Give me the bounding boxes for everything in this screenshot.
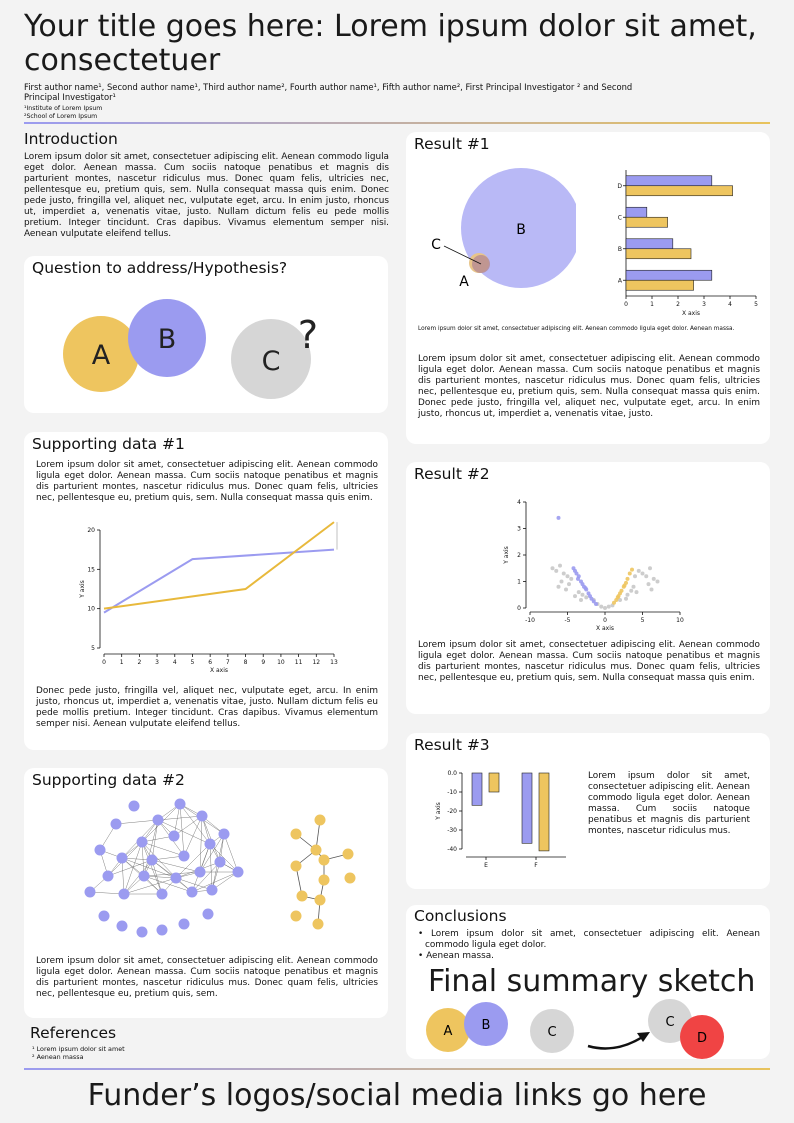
y-tick-label: -10	[447, 789, 457, 796]
point-grey	[635, 590, 639, 594]
point-purple	[557, 516, 561, 520]
result1-heading: Result #1	[414, 135, 490, 153]
x-tick-label: 9	[261, 659, 266, 666]
venn-label-a: A	[459, 274, 469, 290]
label-b: B	[157, 324, 177, 355]
summary-label-d: D	[696, 1031, 708, 1046]
volcano-chart	[496, 496, 696, 642]
network-edge	[200, 816, 202, 872]
network-node	[157, 925, 168, 936]
point-yellow	[620, 589, 624, 593]
network-node	[315, 895, 326, 906]
bar-yellow-F	[539, 773, 549, 851]
network-node	[195, 867, 206, 878]
bar-yellow-C	[626, 217, 668, 227]
result1-text: Lorem ipsum dolor sit amet, consectetuer adipiscing elit. Aenean commodo ligula eget dolor. Aenean massa. Cum sociis natoque penatibus et magnis dis parturient montes, nascetur ridiculus mus. Donec quam felis, ultricies nec, pellentesque eu, pretium quis, sem. Nulla consequat massa quis enim. Donec pede justo, fringilla vel, aliquet nec, vulputate eget, arcu. In enim justo, rhoncus ut, imperdiet a, venenatis vitae, justo.	[418, 354, 760, 419]
point-grey	[579, 598, 583, 602]
network-edge	[158, 816, 202, 820]
result2-text: Lorem ipsum dolor sit amet, consectetuer adipiscing elit. Aenean commodo ligula eget dolor. Aenean massa. Cum sociis natoque penatibus et magnis dis parturient montes, nascetur ridiculus mus. Donec quam felis, ultricies nec, pellentesque eu, pretium quis, sem. Nulla consequat massa quis enim.	[418, 640, 760, 683]
line-chart	[74, 520, 344, 676]
network-edge	[184, 816, 202, 856]
x-tick-label: 3	[155, 659, 159, 666]
network-node	[99, 911, 110, 922]
network-node	[119, 889, 130, 900]
network-node	[139, 871, 150, 882]
result3-heading: Result #3	[414, 736, 490, 754]
network-edge	[142, 842, 162, 894]
point-grey	[577, 590, 581, 594]
network-edge	[180, 804, 210, 844]
network-node	[147, 855, 158, 866]
supporting2-heading: Supporting data #2	[32, 771, 185, 789]
network-node	[219, 829, 230, 840]
reference-item: ¹ Lorem ipsum dolor sit amet	[32, 1045, 125, 1053]
bar-yellow-D	[626, 186, 733, 196]
point-grey	[584, 595, 588, 599]
x-tick-label: 0	[624, 301, 628, 308]
x-tick-label: 6	[208, 659, 213, 666]
point-purple	[576, 577, 580, 581]
hypothesis-sketch	[24, 286, 388, 411]
y-tick-label: 0.0	[447, 770, 457, 777]
x-axis-label: X axis	[595, 625, 615, 632]
x-tick-label: 2	[676, 301, 680, 308]
point-grey	[551, 566, 555, 570]
network-edge	[158, 820, 210, 844]
supporting1-text1: Lorem ipsum dolor sit amet, consectetuer adipiscing elit. Aenean commodo ligula eget dolor. Aenean massa. Cum sociis natoque penatibus et magnis dis parturient montes, nascetur ridiculus mus. Donec quam felis, ultricies nec, pellentesque eu, pretium quis, sem. Nulla consequat massa quis enim.	[36, 460, 378, 503]
network-node	[291, 861, 302, 872]
network-edge	[210, 844, 238, 872]
x-tick-label: 3	[702, 301, 706, 308]
bar-purple-B	[626, 239, 673, 249]
y-tick-label: 0	[517, 605, 521, 612]
arrowhead-icon	[637, 1032, 650, 1042]
x-tick-label: 7	[225, 659, 230, 666]
network-node	[291, 911, 302, 922]
x-tick-label: F	[534, 862, 538, 869]
point-grey	[581, 593, 585, 597]
network-node	[95, 845, 106, 856]
x-tick-label: 4	[728, 301, 732, 308]
x-axis-label: X axis	[681, 310, 701, 317]
result3-text: Lorem ipsum dolor sit amet, consectetuer adipiscing elit. Aenean commodo ligula eget dolor. Aenean massa. Cum sociis natoque penatibus et magnis dis parturient montes, nascetur ridiculus mus.	[588, 771, 750, 836]
supporting1-heading: Supporting data #1	[32, 435, 185, 453]
author-list: First author name¹, Second author name¹, Third author name², Fourth author name¹, Fifth author name², First Principal Investigator ² and Second Principal Investigator¹	[24, 82, 633, 102]
y-axis-label: Y axis	[79, 580, 86, 598]
network-node	[197, 811, 208, 822]
bar-purple-F	[522, 773, 532, 843]
point-purple	[584, 586, 588, 590]
result2-heading: Result #2	[414, 465, 490, 483]
x-tick-label: 5	[190, 659, 195, 666]
result1-panel	[406, 132, 770, 444]
y-tick-label: A	[617, 277, 622, 285]
point-grey	[558, 564, 562, 568]
point-yellow	[626, 577, 630, 581]
network-node	[179, 851, 190, 862]
x-tick-label: 1	[650, 301, 654, 308]
x-tick-label: 4	[172, 659, 177, 666]
point-purple	[573, 569, 577, 573]
y-tick-label: 4	[517, 499, 521, 506]
x-tick-label: 2	[137, 659, 142, 666]
introduction-heading: Introduction	[24, 130, 118, 148]
point-grey	[554, 569, 558, 573]
y-tick-label: 10	[87, 605, 95, 613]
y-tick-label: -40	[447, 846, 457, 853]
point-grey	[626, 593, 630, 597]
y-tick-label: 20	[87, 527, 95, 534]
network-edge	[116, 820, 158, 824]
point-grey	[641, 572, 645, 576]
network-node	[311, 845, 322, 856]
y-tick-label: B	[617, 245, 622, 253]
references-list	[32, 1045, 125, 1061]
question-heading: Question to address/Hypothesis?	[32, 259, 288, 277]
result1-caption: Lorem ipsum dolor sit amet, consectetuer adipiscing elit. Aenean commodo ligula eget dolor. Aenean massa.	[418, 326, 735, 332]
poster-title: Your title goes here: Lorem ipsum dolor sit amet, consectetuer	[24, 9, 757, 78]
x-tick-label: 10	[277, 659, 285, 666]
network-node	[313, 919, 324, 930]
summary-sketch	[406, 996, 770, 1060]
introduction-text: Lorem ipsum dolor sit amet, consectetuer adipiscing elit. Aenean commodo ligula eget dolor. Aenean massa. Cum sociis natoque penatibus et magnis dis parturient montes, nascetur ridiculus mus. Donec quam felis, ultricies nec, pellentesque eu, pretium quis, sem. Nulla consequat massa quis enim. Donec pede justo, fringilla vel, aliquet nec, vulputate eget, arcu. In enim justo, rhoncus ut, imperdiet a, venenatis vitae, justo. Nullam dictum felis eu pede mollis pretium. Integer tincidunt. Cras dapibus. Vivamus elementum semper nisi. Aenean vulputate eleifend tellus.	[24, 152, 389, 239]
point-purple	[594, 602, 598, 606]
network-node	[117, 853, 128, 864]
venn-diagram	[426, 166, 576, 296]
bar-purple-C	[626, 207, 647, 217]
summary-label-c2: C	[665, 1015, 675, 1030]
y-tick-label: D	[617, 182, 622, 190]
point-grey	[652, 577, 656, 581]
network-node	[207, 885, 218, 896]
bar-yellow-B	[626, 249, 691, 259]
supporting1-text2: Donec pede justo, fringilla vel, aliquet nec, vulputate eget, arcu. In enim justo, rhoncus ut, imperdiet a, venenatis vitae, justo. Nullam dictum felis eu pede mollis pretium. Integer tincidunt. Cras dapibus. Vivamus elementum semper nisi. Aenean vulputate eleifend tellus.	[36, 686, 378, 729]
affiliation-1: ¹Institute of Lorem Ipsum	[24, 105, 103, 112]
summary-title: Final summary sketch	[428, 964, 756, 999]
point-yellow	[628, 572, 632, 576]
x-tick-label: 13	[330, 659, 338, 666]
question-mark: ?	[297, 313, 319, 357]
point-grey	[566, 574, 570, 578]
point-grey	[567, 582, 571, 586]
bar-yellow-E	[489, 773, 499, 792]
reference-item: ² Aenean massa	[32, 1053, 84, 1061]
conclusion-bullet: • Lorem ipsum dolor sit amet, consectetuer adipiscing elit. Aenean commodo ligula eget dolor.	[418, 929, 760, 950]
network-node	[179, 919, 190, 930]
series-line-yellow	[104, 522, 334, 609]
conclusion-bullet: • Aenean massa.	[418, 951, 494, 961]
point-grey	[647, 582, 651, 586]
y-tick-label: C	[617, 214, 622, 222]
supporting2-panel	[24, 768, 388, 1018]
summary-label-b: B	[481, 1018, 491, 1033]
supporting2-text: Lorem ipsum dolor sit amet, consectetuer adipiscing elit. Aenean commodo ligula eget dolor. Aenean massa. Cum sociis natoque penatibus et magnis dis parturient montes, nascetur ridiculus mus. Donec quam felis, ultricies nec, pellentesque eu, pretium quis, sem.	[36, 956, 378, 999]
label-c: C	[261, 346, 281, 377]
y-axis-label: Y axis	[503, 546, 510, 564]
references-heading: References	[30, 1024, 117, 1042]
y-tick-label: 15	[87, 566, 95, 574]
result2-panel	[406, 462, 770, 714]
point-grey	[560, 580, 564, 584]
y-tick-label: -20	[447, 808, 457, 815]
x-tick-label: E	[484, 862, 488, 869]
network-node	[291, 829, 302, 840]
network-edge	[210, 844, 212, 890]
point-grey	[564, 587, 568, 591]
point-yellow	[616, 595, 620, 599]
network-node	[169, 831, 180, 842]
x-tick-label: 0	[102, 659, 106, 666]
network-node	[315, 815, 326, 826]
x-tick-label: 8	[243, 659, 248, 666]
venn-label-c: C	[431, 237, 441, 253]
point-grey	[644, 574, 648, 578]
point-yellow	[630, 568, 634, 572]
y-tick-label: 5	[91, 645, 95, 652]
network-node	[203, 909, 214, 920]
network-node	[111, 819, 122, 830]
network-diagram	[24, 796, 388, 946]
network-node	[157, 889, 168, 900]
venn-label-b: B	[516, 222, 526, 238]
network-edge	[224, 834, 238, 872]
network-node	[187, 887, 198, 898]
bar-yellow-A	[626, 280, 694, 290]
point-grey	[599, 605, 603, 609]
y-tick-label: 3	[517, 525, 521, 533]
bar-purple-A	[626, 270, 712, 280]
point-grey	[633, 574, 637, 578]
point-grey	[629, 589, 633, 593]
point-grey	[569, 577, 573, 581]
network-node	[319, 855, 330, 866]
bar-purple-E	[472, 773, 482, 805]
point-grey	[637, 569, 641, 573]
hbar-chart	[606, 166, 766, 324]
network-node	[171, 873, 182, 884]
point-grey	[624, 597, 628, 601]
network-node	[175, 799, 186, 810]
x-tick-label: -10	[525, 617, 535, 624]
conclusions-list	[418, 929, 760, 962]
network-node	[343, 849, 354, 860]
network-node	[319, 875, 330, 886]
x-tick-label: 5	[640, 617, 645, 624]
network-node	[85, 887, 96, 898]
network-node	[205, 839, 216, 850]
network-node	[137, 927, 148, 938]
network-node	[129, 801, 140, 812]
x-axis-label: X axis	[209, 667, 229, 674]
x-tick-label: 0	[603, 617, 607, 624]
point-grey	[562, 572, 566, 576]
network-node	[153, 815, 164, 826]
point-grey	[632, 585, 636, 589]
x-tick-label: 10	[676, 617, 684, 624]
network-node	[103, 871, 114, 882]
network-node	[345, 873, 356, 884]
network-edge	[124, 878, 176, 894]
network-node	[215, 857, 226, 868]
result3-panel	[406, 733, 770, 889]
supporting1-panel	[24, 432, 388, 750]
y-tick-label: -30	[447, 827, 457, 834]
x-tick-label: 11	[294, 659, 303, 666]
network-node	[297, 891, 308, 902]
conclusions-heading: Conclusions	[414, 907, 507, 925]
x-tick-label: -5	[564, 617, 571, 624]
summary-label-a: A	[443, 1024, 453, 1039]
question-panel	[24, 256, 388, 413]
x-tick-label: 5	[754, 301, 758, 308]
y-tick-label: 1	[517, 578, 521, 586]
network-node	[117, 921, 128, 932]
point-grey	[573, 594, 577, 598]
point-grey	[607, 605, 611, 609]
network-node	[233, 867, 244, 878]
network-edge	[144, 820, 158, 876]
network-node	[137, 837, 148, 848]
x-tick-label: 1	[119, 659, 124, 666]
footer-divider	[24, 1068, 770, 1070]
label-a: A	[91, 340, 111, 371]
point-grey	[650, 587, 654, 591]
bar-purple-D	[626, 176, 712, 186]
vbar-chart	[426, 765, 576, 879]
point-grey	[656, 580, 660, 584]
summary-arrow	[588, 1036, 644, 1048]
point-grey	[603, 606, 607, 610]
y-axis-label: Y axis	[435, 802, 442, 820]
affiliations	[24, 105, 102, 120]
affiliation-2: ²School of Lorem Ipsum	[24, 112, 98, 120]
point-grey	[557, 585, 561, 589]
footer-text: Funder’s logos/social media links go here	[87, 1078, 707, 1113]
point-yellow	[623, 583, 627, 587]
summary-label-c: C	[547, 1025, 557, 1040]
x-tick-label: 12	[312, 659, 321, 666]
point-grey	[648, 566, 652, 570]
y-tick-label: 2	[517, 552, 521, 559]
header-divider	[24, 122, 770, 124]
